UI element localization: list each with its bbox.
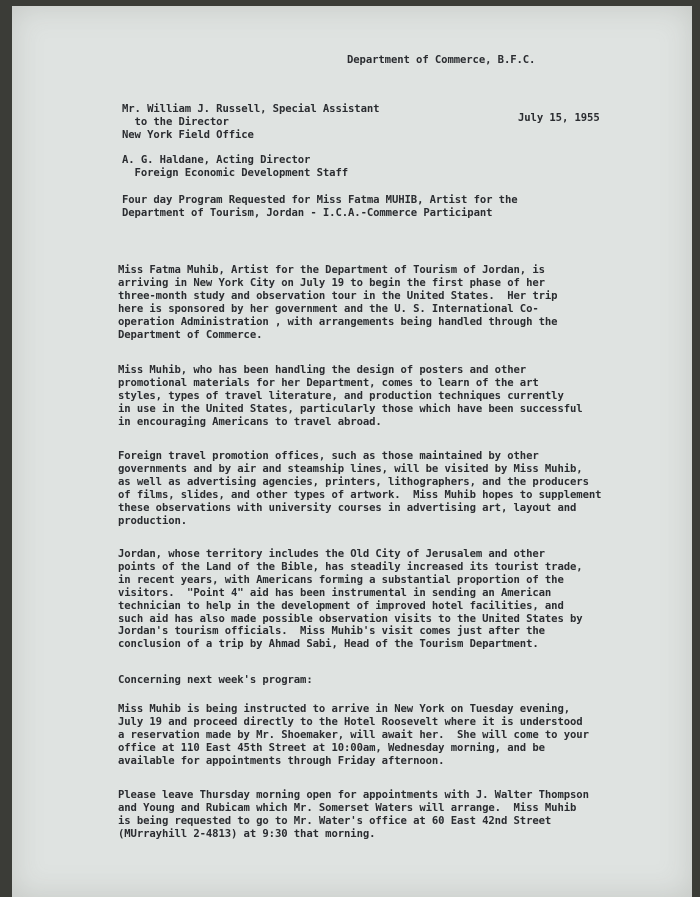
letter-page [12, 6, 692, 897]
sender-block: A. G. Haldane, Acting Director Foreign Economic Development Staff [122, 154, 349, 179]
subject-line: Four day Program Requested for Miss Fatma MUHIB, Artist for the Department of Tourism, Jordan - I.C.A.-Commerce Participant [122, 194, 518, 219]
paragraph: Foreign travel promotion offices, such as those maintained by other governments and by air and steamship lines, will be visited by Miss Muhib, as well as advertising agencies, printers, lithographers, and the producers of films, slides, and other types of artwork. Miss Muhib hopes to supplement these observations with university courses in advertising art, layout and production. [118, 450, 602, 527]
paragraph: Miss Muhib is being instructed to arrive in New York on Tuesday evening, July 19 and proceed directly to the Hotel Roosevelt where it is understood a reservation made by Mr. Shoemaker, will await her. She will come to your office at 110 East 45th Street at 10:00am, Wednesday morning, and be available for appointments through Friday afternoon. [118, 703, 589, 767]
paragraph: Jordan, whose territory includes the Old City of Jerusalem and other points of the Land of the Bible, has steadily increased its tourist trade, in recent years, with Americans forming a substantial proportion of the visitors. "Point 4" aid has been instrumental in sending an American technician to help in the development of improved hotel facilities, and such aid has also made possible observation visits to the United States by Jordan's tourism officials. Miss Muhib's visit comes just after the conclusion of a trip by Ahmad Sabi, Head of the Tourism Department. [118, 548, 583, 651]
department-heading: Department of Commerce, B.F.C. [347, 54, 536, 66]
paragraph: Miss Fatma Muhib, Artist for the Department of Tourism of Jordan, is arriving in New York City on July 19 to begin the first phase of her three-month study and observation tour in the United States. Her trip here is sponsored by her government and the U. S. International Co- operation Administration , with arrangements being handled through the Department of Commerce. [118, 264, 558, 341]
recipient-block: Mr. William J. Russell, Special Assistant to the Director New York Field Office [122, 103, 380, 141]
paragraph: Miss Muhib, who has been handling the design of posters and other promotional materials for her Department, comes to learn of the art styles, types of travel literature, and production techniques currently in use in the United States, particularly those which have been successful in encouraging Americans to travel abroad. [118, 364, 583, 428]
letter-date: July 15, 1955 [518, 112, 600, 124]
paragraph: Please leave Thursday morning open for appointments with J. Walter Thompson and Young and Rubicam which Mr. Somerset Waters will arrange. Miss Muhib is being requested to go to Mr. Water's office at 60 East 42nd Street (MUrrayhill 2-4813) at 9:30 that morning. [118, 789, 589, 840]
section-heading: Concerning next week's program: [118, 674, 313, 686]
